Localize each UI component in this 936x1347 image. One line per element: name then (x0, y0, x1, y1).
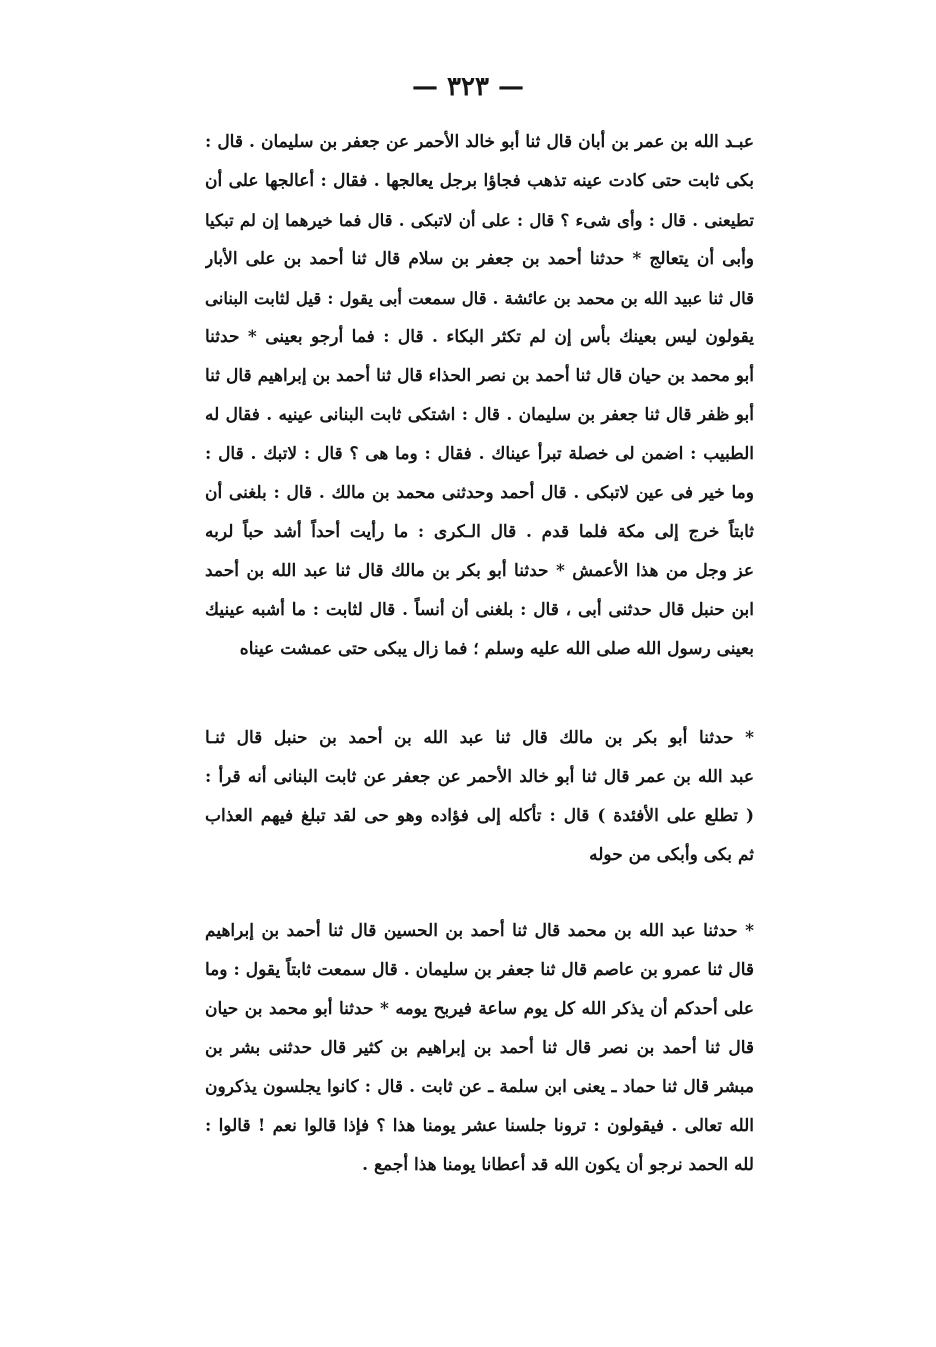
text-line: عبد الله بن عمر قال ثنا أبو خالد الأحمر عن جعفر عن ثابت البنانى أنه قرأ : (205, 767, 754, 787)
text-line: وما خير فى عين لاتبكى . قال أحمد وحدثنى محمد بن مالك . قال : بلغنى أن (205, 483, 754, 503)
paragraph-2 (205, 719, 754, 875)
text-line: الله تعالى . فيقولون : ترونا جلسنا عشر يومنا هذا ؟ فإذا قالوا نعم ! قالوا : (205, 1116, 754, 1136)
text-line: ابن حنبل قال حدثنى أبى ، قال : بلغنى أن أنساً . قال لثابت : ما أشبه عينيك (205, 600, 754, 620)
text-line: قال ثنا أحمد بن نصر قال ثنا أحمد بن إبراهيم بن كثير قال حدثنى بشر بن (205, 1038, 754, 1058)
text-line: على أحدكم أن يذكر الله كل يوم ساعة فيربح يومه * حدثنا أبو محمد بن حيان (205, 999, 754, 1019)
text-line: مبشر قال ثنا حماد ـ يعنى ابن سلمة ـ عن ثابت . قال : كانوا يجلسون يذكرون (205, 1077, 754, 1097)
text-line: ثابتاً خرج إلى مكة فلما قدم . قال الـكرى : ما رأيت أحداً أشد حباً لربه (205, 522, 754, 542)
paragraph-3 (205, 912, 754, 1185)
text-line: ( تطلع على الأفئدة ) قال : تأكله إلى فؤاده وهو حى لقد تبلغ فيهم العذاب (205, 806, 754, 826)
text-line: عز وجل من هذا الأعمش * حدثنا أبو بكر بن مالك قال ثنا عبد الله بن أحمد (205, 561, 754, 581)
text-line: يقولون ليس بعينك بأس إن لم تكثر البكاء . قال : فما أرجو بعينى * حدثنا (205, 327, 754, 347)
page-number: — ٣٢٣ — (411, 72, 525, 102)
text-line: أبو محمد بن حيان قال ثنا أحمد بن نصر الحذاء قال ثنا أحمد بن إبراهيم قال ثنا (205, 366, 754, 386)
text-line: تطيعنى . قال : وأى شىء ؟ قال : على أن لاتبكى . قال فما خيرهما إن لم تبكيا (205, 211, 754, 230)
text-line: بكى ثابت حتى كادت عينه تذهب فجاؤا برجل يعالجها . فقال : أعالجها على أن (205, 171, 754, 191)
text-line: أبو ظفر قال ثنا جعفر بن سليمان . قال : اشتكى ثابت البنانى عينيه . فقال له (205, 405, 754, 425)
text-line: الطبيب : اضمن لى خصلة تبرأ عيناك . فقال : وما هى ؟ قال : لاتبك . قال : (205, 444, 754, 464)
text-line: لله الحمد نرجو أن يكون الله قد أعطانا يومنا هذا أجمع . (362, 1155, 754, 1175)
text-line: بعينى رسول الله صلى الله عليه وسلم ؛ فما زال يبكى حتى عمشت عيناه (239, 639, 754, 659)
text-line: قال ثنا عبيد الله بن محمد بن عائشة . قال سمعت أبى يقول : قيل لثابت البنانى (205, 289, 754, 308)
text-line: * حدثنا أبو بكر بن مالك قال ثنا عبد الله بن أحمد بن حنبل قال ثنـا (205, 728, 754, 748)
text-line: عبـد الله بن عمر بن أبان قال ثنا أبو خالد الأحمر عن جعفر بن سليمان . قال : (205, 132, 754, 152)
paragraph-1 (205, 123, 754, 669)
text-line: وأبى أن يتعالج * حدثنا أحمد بن جعفر بن سلام قال ثنا أحمد بن على الأبار (205, 249, 754, 269)
text-line: * حدثنا عبد الله بن محمد قال ثنا أحمد بن الحسين قال ثنا أحمد بن إبراهيم (205, 921, 754, 941)
text-line: ثم بكى وأبكى من حوله (589, 845, 754, 865)
text-line: قال ثنا عمرو بن عاصم قال ثنا جعفر بن سليمان . قال سمعت ثابتاً يقول : وما (205, 960, 754, 980)
